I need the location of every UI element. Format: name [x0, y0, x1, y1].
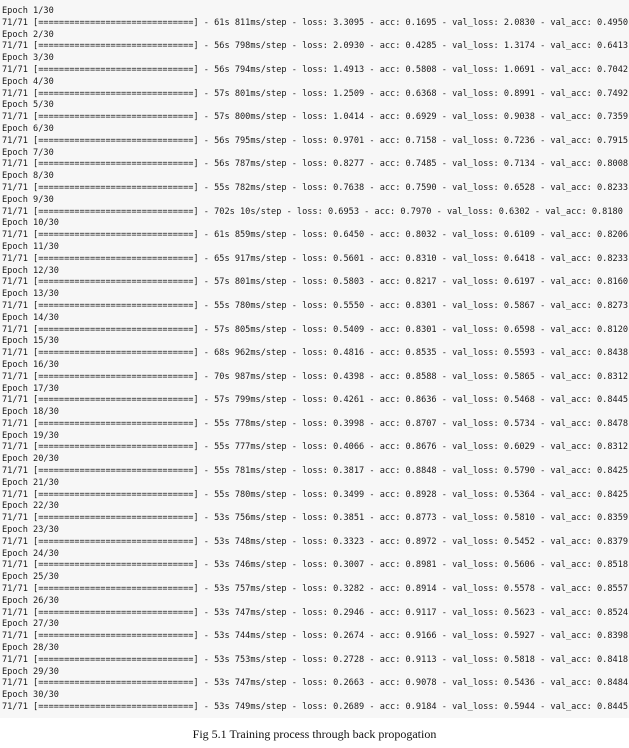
epoch-progress-line: 71/71 [==============================] - 70s 987ms/step - loss: 0.4398 - acc: 0.8588 - val_loss: 0.5865 - val_acc: 0.8312 — [2, 371, 629, 382]
epoch-progress-line: 71/71 [==============================] - 57s 801ms/step - loss: 1.2509 - acc: 0.6368 - val_loss: 0.8991 - val_acc: 0.7492 — [2, 88, 629, 99]
epoch-header: Epoch 20/30 — [2, 454, 59, 465]
epoch-header: Epoch 10/30 — [2, 218, 59, 229]
epoch-header: Epoch 22/30 — [2, 501, 59, 512]
epoch-progress-line: 71/71 [==============================] - 55s 777ms/step - loss: 0.4066 - acc: 0.8676 - val_loss: 0.6029 - val_acc: 0.8312 — [2, 442, 629, 453]
epoch-progress-line: 71/71 [==============================] - 56s 794ms/step - loss: 1.4913 - acc: 0.5808 - val_loss: 1.0691 - val_acc: 0.7042 — [2, 64, 629, 75]
epoch-header: Epoch 9/30 — [2, 194, 54, 205]
epoch-progress-line: 71/71 [==============================] - 57s 799ms/step - loss: 0.4261 - acc: 0.8636 - val_loss: 0.5468 - val_acc: 0.8445 — [2, 395, 629, 406]
epoch-header: Epoch 13/30 — [2, 289, 59, 300]
epoch-progress-line: 71/71 [==============================] - 61s 859ms/step - loss: 0.6450 - acc: 0.8032 - val_loss: 0.6109 - val_acc: 0.8206 — [2, 230, 629, 241]
epoch-progress-line: 71/71 [==============================] - 53s 747ms/step - loss: 0.2946 - acc: 0.9117 - val_loss: 0.5623 - val_acc: 0.8524 — [2, 607, 629, 618]
epoch-header: Epoch 14/30 — [2, 312, 59, 323]
epoch-progress-line: 71/71 [==============================] - 702s 10s/step - loss: 0.6953 - acc: 0.7970 - val_loss: 0.6302 - val_acc: 0.8180 — [2, 206, 623, 217]
epoch-progress-line: 71/71 [==============================] - 57s 805ms/step - loss: 0.5409 - acc: 0.8301 - val_loss: 0.6598 - val_acc: 0.8120 — [2, 324, 629, 335]
epoch-progress-line: 71/71 [==============================] - 53s 744ms/step - loss: 0.2674 - acc: 0.9166 - val_loss: 0.5927 - val_acc: 0.8398 — [2, 631, 629, 642]
epoch-progress-line: 71/71 [==============================] - 53s 757ms/step - loss: 0.3282 - acc: 0.8914 - val_loss: 0.5578 - val_acc: 0.8557 — [2, 584, 629, 595]
epoch-header: Epoch 28/30 — [2, 643, 59, 654]
epoch-progress-line: 71/71 [==============================] - 55s 781ms/step - loss: 0.3817 - acc: 0.8848 - val_loss: 0.5790 - val_acc: 0.8425 — [2, 466, 629, 477]
epoch-progress-line: 71/71 [==============================] - 55s 780ms/step - loss: 0.3499 - acc: 0.8928 - val_loss: 0.5364 - val_acc: 0.8425 — [2, 489, 629, 500]
epoch-progress-line: 71/71 [==============================] - 56s 798ms/step - loss: 2.0930 - acc: 0.4285 - val_loss: 1.3174 - val_acc: 0.6413 — [2, 41, 629, 52]
epoch-progress-line: 71/71 [==============================] - 53s 753ms/step - loss: 0.2728 - acc: 0.9113 - val_loss: 0.5818 - val_acc: 0.8418 — [2, 654, 629, 665]
epoch-header: Epoch 11/30 — [2, 241, 59, 252]
epoch-header: Epoch 12/30 — [2, 265, 59, 276]
epoch-progress-line: 71/71 [==============================] - 55s 780ms/step - loss: 0.5550 - acc: 0.8301 - val_loss: 0.5867 - val_acc: 0.8273 — [2, 300, 629, 311]
epoch-header: Epoch 27/30 — [2, 619, 59, 630]
epoch-header: Epoch 16/30 — [2, 359, 59, 370]
epoch-header: Epoch 15/30 — [2, 336, 59, 347]
epoch-header: Epoch 29/30 — [2, 666, 59, 677]
epoch-header: Epoch 6/30 — [2, 123, 54, 134]
epoch-header: Epoch 19/30 — [2, 430, 59, 441]
epoch-header: Epoch 5/30 — [2, 100, 54, 111]
epoch-progress-line: 71/71 [==============================] - 65s 917ms/step - loss: 0.5601 - acc: 0.8310 - val_loss: 0.6418 - val_acc: 0.8233 — [2, 253, 629, 264]
epoch-progress-line: 71/71 [==============================] - 53s 756ms/step - loss: 0.3851 - acc: 0.8773 - val_loss: 0.5810 - val_acc: 0.8359 — [2, 513, 629, 524]
epoch-header: Epoch 18/30 — [2, 407, 59, 418]
epoch-header: Epoch 1/30 — [2, 6, 54, 16]
epoch-header: Epoch 23/30 — [2, 525, 59, 536]
epoch-header: Epoch 7/30 — [2, 147, 54, 158]
epoch-header: Epoch 30/30 — [2, 690, 59, 701]
epoch-progress-line: 71/71 [==============================] - 61s 811ms/step - loss: 3.3095 - acc: 0.1695 - val_loss: 2.0830 - val_acc: 0.4950 — [2, 17, 629, 28]
epoch-header: Epoch 2/30 — [2, 29, 54, 40]
epoch-progress-line: 71/71 [==============================] - 55s 778ms/step - loss: 0.3998 - acc: 0.8707 - val_loss: 0.5734 - val_acc: 0.8478 — [2, 418, 629, 429]
epoch-header: Epoch 25/30 — [2, 572, 59, 583]
epoch-header: Epoch 21/30 — [2, 477, 59, 488]
epoch-header: Epoch 26/30 — [2, 595, 59, 606]
epoch-progress-line: 71/71 [==============================] - 68s 962ms/step - loss: 0.4816 - acc: 0.8535 - val_loss: 0.5593 - val_acc: 0.8438 — [2, 348, 629, 359]
epoch-header: Epoch 24/30 — [2, 548, 59, 559]
epoch-progress-line: 71/71 [==============================] - 53s 746ms/step - loss: 0.3007 - acc: 0.8981 - val_loss: 0.5606 - val_acc: 0.8518 — [2, 560, 629, 571]
epoch-progress-line: 71/71 [==============================] - 57s 801ms/step - loss: 0.5803 - acc: 0.8217 - val_loss: 0.6197 - val_acc: 0.8160 — [2, 277, 629, 288]
epoch-progress-line: 71/71 [==============================] - 56s 795ms/step - loss: 0.9701 - acc: 0.7158 - val_loss: 0.7236 - val_acc: 0.7915 — [2, 135, 629, 146]
epoch-header: Epoch 17/30 — [2, 383, 59, 394]
epoch-header: Epoch 3/30 — [2, 53, 54, 64]
epoch-header: Epoch 4/30 — [2, 76, 54, 87]
epoch-progress-line: 71/71 [==============================] - 53s 747ms/step - loss: 0.2663 - acc: 0.9078 - val_loss: 0.5436 - val_acc: 0.8484 — [2, 678, 629, 689]
epoch-progress-line: 71/71 [==============================] - 53s 749ms/step - loss: 0.2689 - acc: 0.9184 - val_loss: 0.5944 - val_acc: 0.8445 — [2, 702, 629, 713]
epoch-progress-line: 71/71 [==============================] - 53s 748ms/step - loss: 0.3323 - acc: 0.8972 - val_loss: 0.5452 - val_acc: 0.8379 — [2, 536, 629, 547]
figure-caption: Fig 5.1 Training process through back propogation — [192, 727, 437, 741]
epoch-progress-line: 71/71 [==============================] - 56s 787ms/step - loss: 0.8277 - acc: 0.7485 - val_loss: 0.7134 - val_acc: 0.8008 — [2, 159, 629, 170]
epoch-progress-line: 71/71 [==============================] - 57s 800ms/step - loss: 1.0414 - acc: 0.6929 - val_loss: 0.9038 - val_acc: 0.7359 — [2, 112, 629, 123]
epoch-progress-line: 71/71 [==============================] - 55s 782ms/step - loss: 0.7638 - acc: 0.7590 - val_loss: 0.6528 - val_acc: 0.8233 — [2, 182, 629, 193]
epoch-header: Epoch 8/30 — [2, 171, 54, 182]
